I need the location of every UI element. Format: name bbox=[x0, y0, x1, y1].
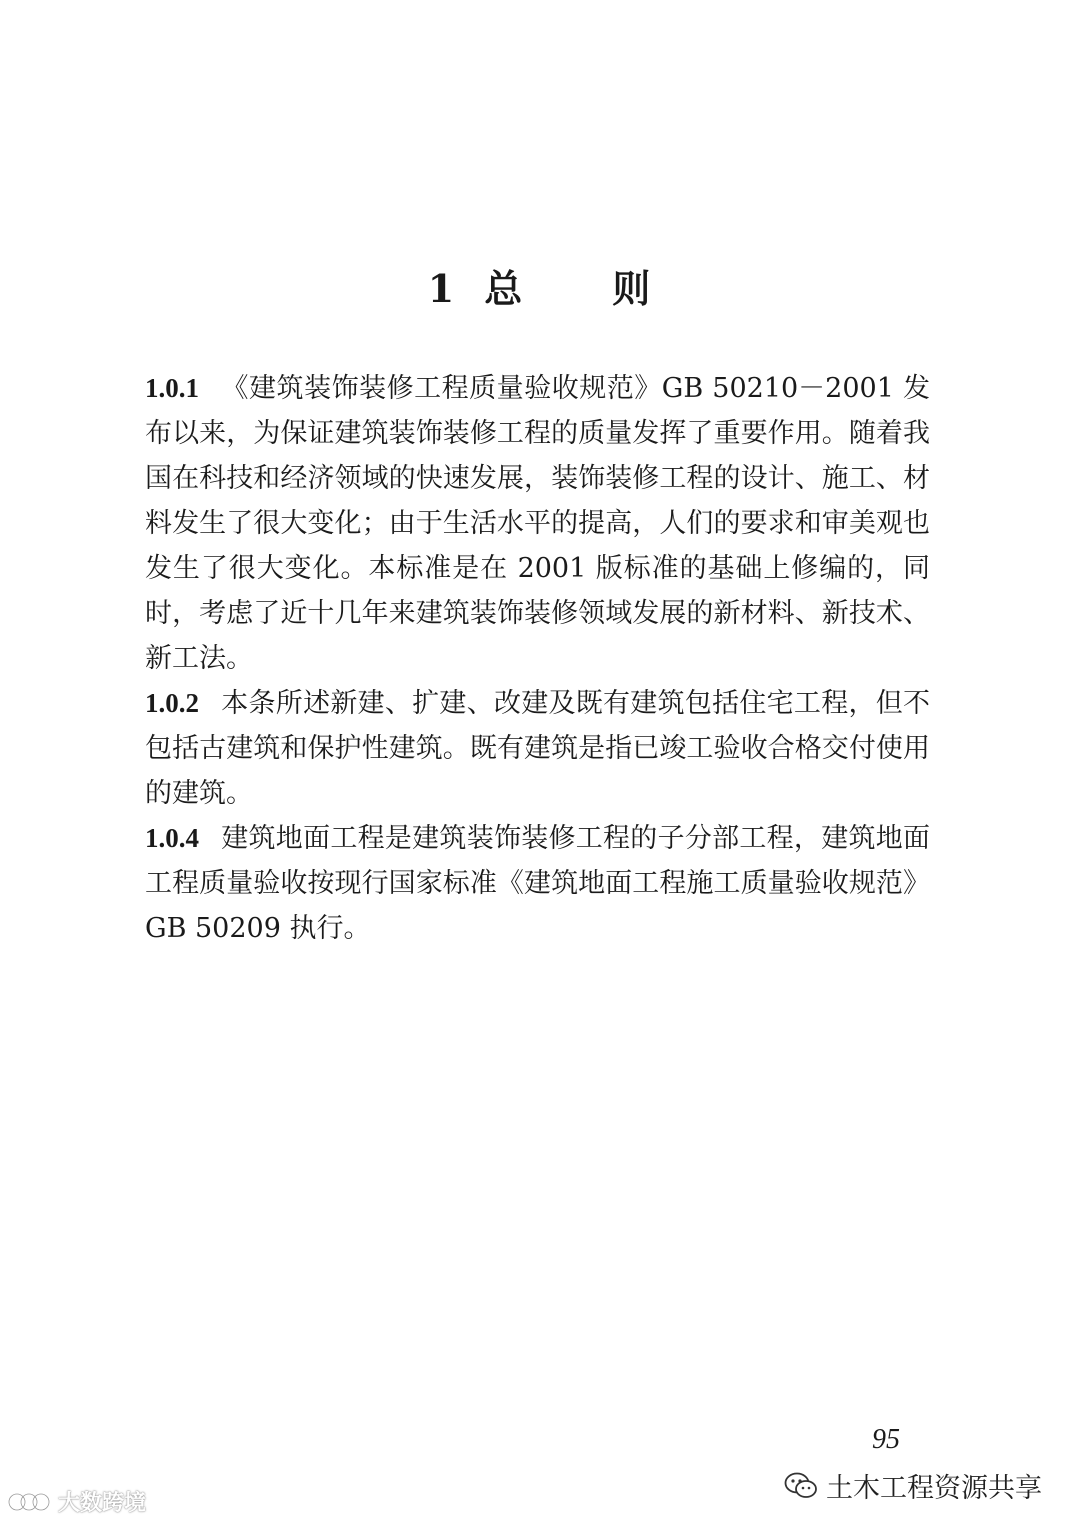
chapter-title-word-1: 总 bbox=[484, 266, 525, 311]
watermark-account-name: 土木工程资源共享 bbox=[826, 1473, 1042, 1504]
clause-number: 1.0.4 bbox=[145, 823, 199, 853]
clause-1-0-1 bbox=[145, 366, 930, 681]
chapter-title-word-2: 则 bbox=[612, 266, 653, 311]
clause-1-0-4 bbox=[145, 816, 930, 951]
clause-text: 《建筑装饰装修工程质量验收规范》GB 50210－2001 发布以来，为保证建筑装饰装修工程的质量发挥了重要作用。随着我国在科技和经济领域的快速发展，装饰装修工程的设计、施工、材料发生了很大变化；由于生活水平的提高，人们的要求和审美观也发生了很大变化。本标准是在 2001 版标准的基础上修编的，同时，考虑了近十几年来建筑装饰装修领域发展的新材料、新技术、新工法。 bbox=[145, 373, 930, 674]
clause-number: 1.0.1 bbox=[145, 373, 199, 403]
clause-text: 建筑地面工程是建筑装饰装修工程的子分部工程，建筑地面工程质量验收按现行国家标准《建筑地面工程施工质量验收规范》GB 50209 执行。 bbox=[145, 823, 930, 944]
page-number: 95 bbox=[872, 1424, 900, 1455]
body-text bbox=[145, 366, 930, 951]
clause-text: 本条所述新建、扩建、改建及既有建筑包括住宅工程，但不包括古建筑和保护性建筑。既有建筑是指已竣工验收合格交付使用的建筑。 bbox=[145, 688, 930, 809]
clause-1-0-2 bbox=[145, 681, 930, 816]
clause-number: 1.0.2 bbox=[145, 688, 199, 718]
watermark-brand bbox=[6, 1486, 146, 1517]
link-icon bbox=[6, 1489, 52, 1515]
chapter-number: 1 bbox=[427, 266, 457, 311]
chapter-title bbox=[0, 258, 1080, 313]
watermark-account bbox=[784, 1466, 1042, 1505]
watermark-brand-name: 大数跨境 bbox=[58, 1491, 147, 1516]
wechat-icon bbox=[784, 1471, 818, 1501]
